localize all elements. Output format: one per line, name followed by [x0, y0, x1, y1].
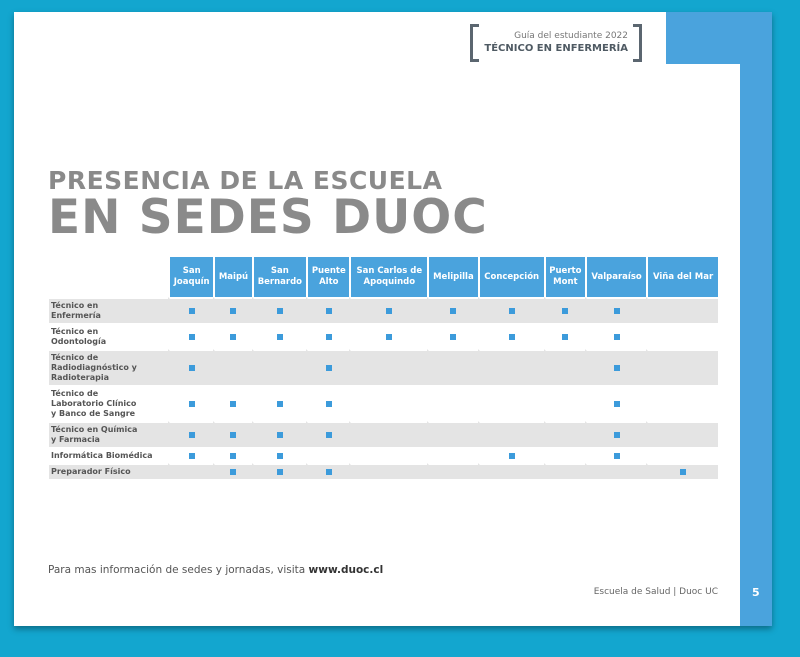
table-cell	[252, 463, 307, 479]
table-cell	[544, 297, 585, 323]
website-link[interactable]: www.duoc.cl	[308, 564, 384, 576]
presence-mark	[326, 401, 332, 407]
table-cell	[306, 447, 349, 463]
program-title: TÉCNICO EN ENFERMERÍA	[484, 43, 628, 54]
presence-mark	[509, 334, 515, 340]
table-cell	[427, 385, 478, 421]
campus-presence-table	[49, 257, 718, 479]
footer-school: Escuela de Salud | Duoc UC	[593, 587, 718, 597]
table-cell	[646, 323, 718, 349]
table-cell	[585, 447, 646, 463]
table-cell	[306, 323, 349, 349]
table-cell	[306, 297, 349, 323]
table-header-row	[49, 257, 718, 297]
table-cell	[213, 447, 251, 463]
table-cell	[478, 385, 544, 421]
table-cell	[349, 447, 427, 463]
table-cell	[252, 421, 307, 447]
table-cell	[544, 421, 585, 447]
column-header: Puente Alto	[306, 257, 349, 297]
table-cell	[213, 297, 251, 323]
presence-mark	[326, 469, 332, 475]
presence-mark	[386, 334, 392, 340]
column-header: Viña del Mar	[646, 257, 718, 297]
guide-subtitle: Guía del estudiante 2022	[514, 31, 628, 41]
table-cell	[544, 447, 585, 463]
table-cell	[585, 323, 646, 349]
table-cell	[646, 421, 718, 447]
presence-mark	[386, 308, 392, 314]
page-number: 5	[752, 586, 760, 599]
table-cell	[585, 421, 646, 447]
table-cell	[213, 421, 251, 447]
presence-mark	[509, 453, 515, 459]
column-header: Valparaíso	[585, 257, 646, 297]
table-body	[49, 297, 718, 479]
row-label: Técnico en Química y Farmacia	[49, 421, 168, 447]
row-label: Preparador Físico	[49, 463, 168, 479]
table-cell	[427, 297, 478, 323]
table-cell	[252, 297, 307, 323]
column-header: San Bernardo	[252, 257, 307, 297]
table-cell	[306, 421, 349, 447]
column-header: Melipilla	[427, 257, 478, 297]
table-cell	[427, 349, 478, 385]
presence-mark	[326, 432, 332, 438]
presence-mark	[230, 432, 236, 438]
table-cell	[213, 385, 251, 421]
presence-mark	[189, 453, 195, 459]
table-cell	[168, 323, 213, 349]
presence-mark	[189, 432, 195, 438]
table-cell	[252, 349, 307, 385]
table-cell	[252, 385, 307, 421]
row-label: Técnico de Radiodiagnóstico y Radioterapia	[49, 349, 168, 385]
table-cell	[544, 323, 585, 349]
table-cell	[213, 463, 251, 479]
row-label: Informática Biomédica	[49, 447, 168, 463]
guide-header-box	[470, 24, 642, 62]
presence-mark	[614, 365, 620, 371]
table-cell	[478, 421, 544, 447]
presence-mark	[189, 401, 195, 407]
presence-mark	[277, 453, 283, 459]
presence-mark	[189, 308, 195, 314]
page-title-line1: PRESENCIA DE LA ESCUELA	[48, 166, 443, 195]
table-cell	[585, 463, 646, 479]
table-row	[49, 323, 718, 349]
presence-mark	[230, 401, 236, 407]
footer-note	[48, 564, 383, 576]
table-cell	[544, 349, 585, 385]
presence-mark	[326, 365, 332, 371]
presence-mark	[230, 453, 236, 459]
table-cell	[213, 349, 251, 385]
column-header: Concepción	[478, 257, 544, 297]
column-header: San Carlos de Apoquindo	[349, 257, 427, 297]
presence-mark	[277, 308, 283, 314]
presence-mark	[277, 334, 283, 340]
presence-mark	[509, 308, 515, 314]
table-cell	[168, 385, 213, 421]
table-cell	[252, 323, 307, 349]
table-cell	[349, 323, 427, 349]
table-cell	[349, 421, 427, 447]
table-row	[49, 463, 718, 479]
table-cell	[168, 447, 213, 463]
table-cell	[544, 385, 585, 421]
row-label: Técnico en Enfermería	[49, 297, 168, 323]
presence-mark	[277, 401, 283, 407]
table-row	[49, 447, 718, 463]
table-row	[49, 297, 718, 323]
presence-mark	[230, 469, 236, 475]
table-cell	[427, 463, 478, 479]
table-cell	[544, 463, 585, 479]
table-cell	[168, 463, 213, 479]
column-header: San Joaquín	[168, 257, 213, 297]
table-cell	[427, 421, 478, 447]
table-cell	[646, 297, 718, 323]
presence-mark	[277, 469, 283, 475]
table-corner	[49, 257, 168, 297]
table-cell	[252, 447, 307, 463]
table-cell	[168, 297, 213, 323]
table-cell	[478, 447, 544, 463]
footer-note-text: Para mas información de sedes y jornadas, visita	[48, 564, 309, 576]
presence-mark	[230, 308, 236, 314]
presence-mark	[450, 334, 456, 340]
presence-mark	[189, 334, 195, 340]
table-cell	[646, 385, 718, 421]
table-cell	[646, 349, 718, 385]
table-cell	[168, 421, 213, 447]
table-cell	[478, 323, 544, 349]
table-cell	[646, 447, 718, 463]
presence-mark	[230, 334, 236, 340]
table-row	[49, 349, 718, 385]
table-cell	[306, 385, 349, 421]
table-cell	[478, 463, 544, 479]
presence-mark	[189, 365, 195, 371]
table-cell	[585, 297, 646, 323]
table-cell	[349, 297, 427, 323]
table-cell	[478, 297, 544, 323]
table-cell	[478, 349, 544, 385]
table-cell	[349, 463, 427, 479]
presence-mark	[614, 432, 620, 438]
presence-mark	[614, 453, 620, 459]
presence-mark	[680, 469, 686, 475]
column-header: Maipú	[213, 257, 251, 297]
presence-mark	[562, 308, 568, 314]
row-label: Técnico en Odontología	[49, 323, 168, 349]
presence-mark	[450, 308, 456, 314]
header-tab	[666, 12, 772, 64]
presence-mark	[614, 401, 620, 407]
presence-mark	[326, 308, 332, 314]
table-cell	[585, 385, 646, 421]
table-cell	[646, 463, 718, 479]
column-header: Puerto Mont	[544, 257, 585, 297]
presence-mark	[326, 334, 332, 340]
table-cell	[306, 463, 349, 479]
table-cell	[427, 323, 478, 349]
table-cell	[168, 349, 213, 385]
table-cell	[349, 385, 427, 421]
presence-mark	[614, 308, 620, 314]
table-row	[49, 385, 718, 421]
table-cell	[349, 349, 427, 385]
row-label: Técnico de Laboratorio Clínico y Banco de Sangre	[49, 385, 168, 421]
presence-mark	[562, 334, 568, 340]
table-cell	[585, 349, 646, 385]
table-cell	[427, 447, 478, 463]
table-row	[49, 421, 718, 447]
table-cell	[213, 323, 251, 349]
page-title-line2: EN SEDES DUOC	[48, 190, 488, 245]
presence-mark	[277, 432, 283, 438]
presence-mark	[614, 334, 620, 340]
table-cell	[306, 349, 349, 385]
